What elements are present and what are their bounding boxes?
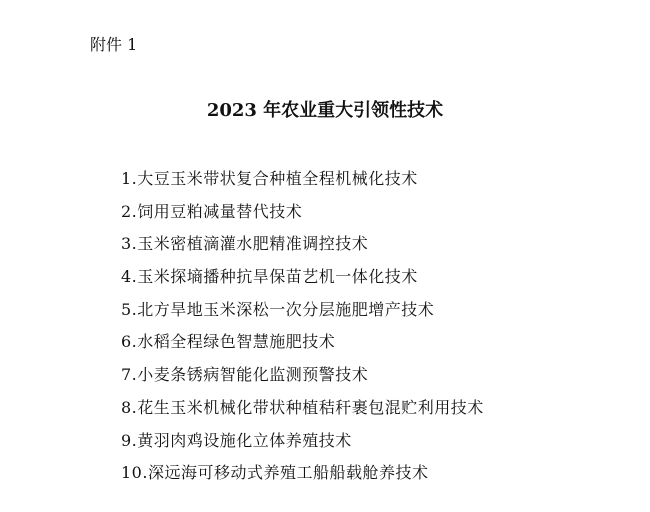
list-item: 5.北方旱地玉米深松一次分层施肥增产技术 xyxy=(121,299,435,319)
list-item: 1.大豆玉米带状复合种植全程机械化技术 xyxy=(121,169,418,188)
list-item: 6.水稻全程绿色智慧施肥技术 xyxy=(121,332,336,352)
list-item: 8.花生玉米机械化带状种植秸秆裹包混贮利用技术 xyxy=(121,397,484,417)
list-item: 10.深远海可移动式养殖工船船载舱养技术 xyxy=(121,463,429,483)
list-item: 2.饲用豆粕减量替代技术 xyxy=(121,201,303,221)
list-item: 4.玉米探墒播种抗旱保苗艺机一体化技术 xyxy=(121,267,418,287)
list-item: 3.玉米密植滴灌水肥精准调控技术 xyxy=(121,234,369,254)
list-item: 9.黄羽肉鸡设施化立体养殖技术 xyxy=(121,430,352,450)
list-item: 7.小麦条锈病智能化监测预警技术 xyxy=(121,365,369,385)
document-title: 2023 年农业重大引领性技术 xyxy=(206,100,444,121)
technology-list xyxy=(121,165,484,492)
attachment-label: 附件 1 xyxy=(90,35,138,54)
